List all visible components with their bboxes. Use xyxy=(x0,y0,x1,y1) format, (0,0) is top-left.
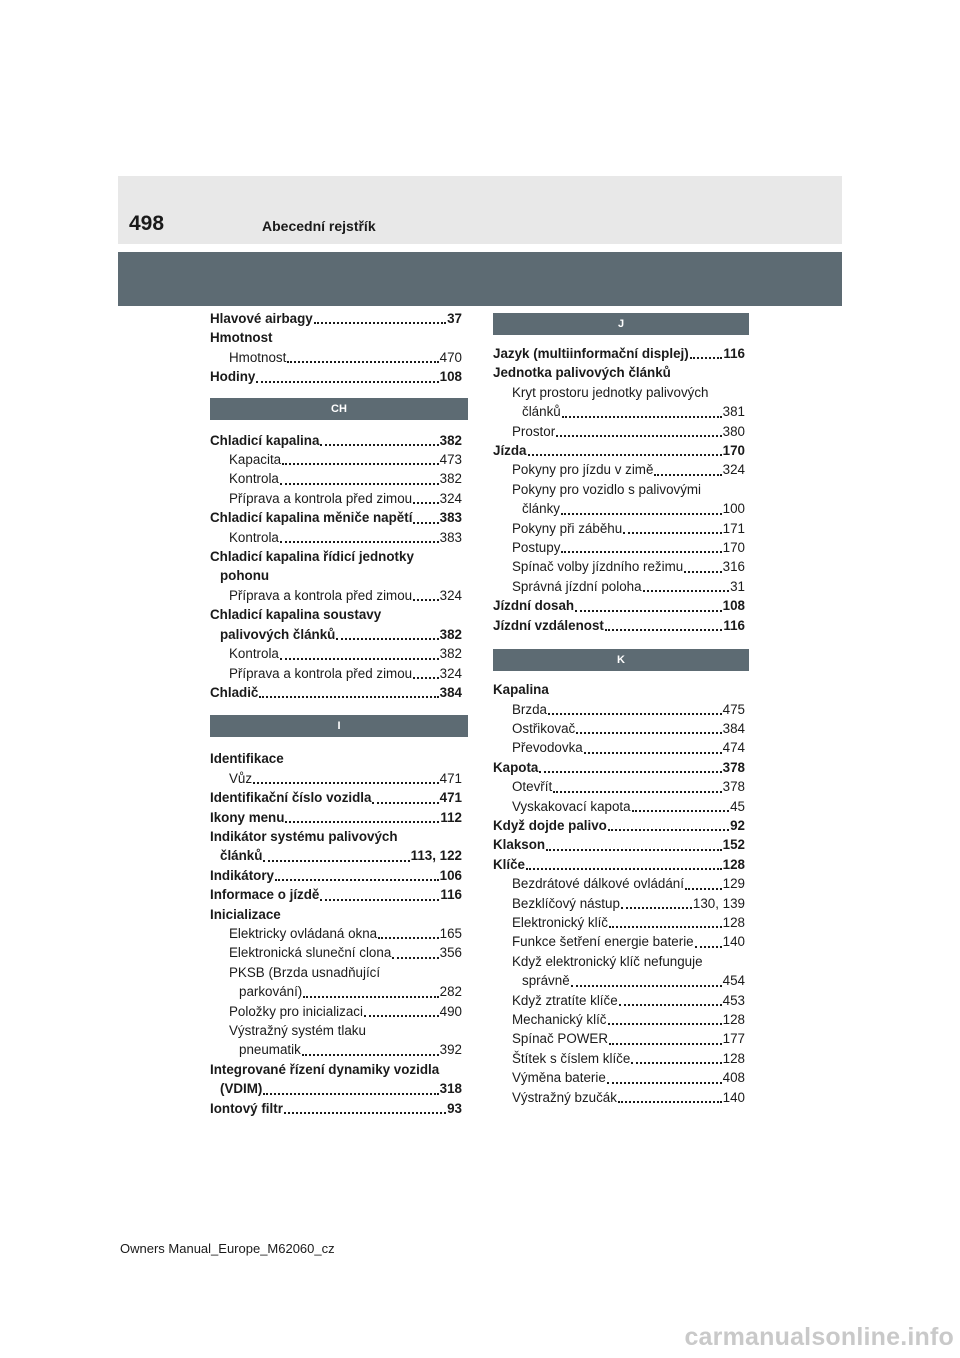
index-column-left xyxy=(210,309,462,1118)
index-subentry[interactable]: Kontrola 383 xyxy=(229,529,462,545)
index-entry[interactable]: Klakson 152 xyxy=(493,837,745,853)
index-subentry: Kryt prostoru jednotky palivových xyxy=(512,384,709,400)
index-entry[interactable]: Iontový filtr 93 xyxy=(210,1100,462,1116)
index-entry: Jednotka palivových článků xyxy=(493,365,671,381)
index-column-right xyxy=(493,313,745,1107)
index-subentry-continuation[interactable]: pneumatik 392 xyxy=(239,1042,462,1058)
letter-bar-j: J xyxy=(493,313,749,335)
index-subentry: Výstražný systém tlaku xyxy=(229,1023,366,1038)
index-subentry[interactable]: Hmotnost 470 xyxy=(229,349,462,365)
index-entry[interactable]: Ikony menu 112 xyxy=(210,809,462,825)
index-subentry[interactable]: Ostřikovač 384 xyxy=(512,720,745,736)
section-title: Abecední rejstřík xyxy=(262,218,376,234)
index-subentry[interactable]: Vyskakovací kapota 45 xyxy=(512,798,745,814)
index-subentry[interactable]: Příprava a kontrola před zimou 324 xyxy=(229,490,462,506)
index-entry: Indikátor systému palivových xyxy=(210,828,398,844)
index-entry[interactable]: Hlavové airbagy 37 xyxy=(210,311,462,326)
index-subentry[interactable]: Postupy 170 xyxy=(512,540,745,556)
index-subentry[interactable]: Prostor 380 xyxy=(512,423,745,439)
index-entry: Hmotnost xyxy=(210,330,273,346)
index-subentry: Když elektronický klíč nefunguje xyxy=(512,953,703,969)
index-subentry[interactable]: Spínač volby jízdního režimu 316 xyxy=(512,559,745,575)
index-entry[interactable]: Když dojde palivo 92 xyxy=(493,817,745,833)
index-subentry[interactable]: Výměna baterie 408 xyxy=(512,1070,745,1086)
index-entry[interactable]: Chladicí kapalina 382 xyxy=(210,432,462,448)
footer-text: Owners Manual_Europe_M62060_cz xyxy=(120,1241,335,1256)
index-subentry[interactable]: Mechanický klíč 128 xyxy=(512,1012,745,1027)
index-subentry[interactable]: Elektronický klíč 128 xyxy=(512,914,745,930)
index-subentry[interactable]: Když ztratíte klíče 453 xyxy=(512,992,745,1008)
index-entry: Integrované řízení dynamiky vozidla xyxy=(210,1061,440,1077)
index-entry[interactable]: Jazyk (multiinformační displej) 116 xyxy=(493,346,745,361)
index-entry: Chladicí kapalina řídicí jednotky xyxy=(210,549,414,565)
index-subentry: PKSB (Brzda usnadňující xyxy=(229,964,381,980)
index-subentry[interactable]: Otevřít 378 xyxy=(512,779,745,795)
watermark: carmanualsonline.info xyxy=(684,1323,954,1351)
index-entry[interactable]: Kapota 378 xyxy=(493,759,745,775)
index-subentry[interactable]: Spínač POWER 177 xyxy=(512,1031,745,1047)
index-subentry[interactable]: Kontrola 382 xyxy=(229,646,462,662)
index-entry[interactable]: Indikátory 106 xyxy=(210,867,462,883)
index-entry: Inicializace xyxy=(210,906,281,922)
page-number: 498 xyxy=(129,212,165,235)
index-subentry-continuation[interactable]: správně 454 xyxy=(522,973,745,989)
index-subentry[interactable]: Pokyny pro jízdu v zimě 324 xyxy=(512,462,745,478)
index-subentry[interactable]: Elektronická sluneční clona 356 xyxy=(229,945,462,961)
index-entry[interactable]: Informace o jízdě 116 xyxy=(210,887,462,903)
letter-bar-k: K xyxy=(493,649,749,671)
index-entry: Identifikace xyxy=(210,751,284,767)
index-subentry[interactable]: Štítek s číslem klíče 128 xyxy=(512,1050,745,1066)
index-subentry[interactable]: Kontrola 382 xyxy=(229,471,462,487)
index-entry-continuation[interactable]: palivových článků 382 xyxy=(220,626,462,642)
index-subentry[interactable]: Příprava a kontrola před zimou 324 xyxy=(229,665,462,681)
index-subentry[interactable]: Bezdrátové dálkové ovládání 129 xyxy=(512,876,745,892)
index-subentry[interactable]: Bezklíčový nástup 130, 139 xyxy=(512,895,745,911)
index-entry[interactable]: Jízdní dosah 108 xyxy=(493,598,745,614)
index-subentry-continuation[interactable]: články 100 xyxy=(522,501,745,517)
header-top-band xyxy=(118,176,842,244)
index-subentry[interactable]: Kapacita 473 xyxy=(229,452,462,468)
index-entry: Chladicí kapalina soustavy xyxy=(210,607,382,623)
index-subentry: Pokyny pro vozidlo s palivovými xyxy=(512,481,702,497)
index-entry[interactable]: Jízda 170 xyxy=(493,443,745,459)
index-subentry-continuation[interactable]: článků 381 xyxy=(522,404,745,420)
index-entry[interactable]: Hodiny 108 xyxy=(210,369,462,385)
index-subentry-continuation[interactable]: parkování) 282 xyxy=(239,984,462,1000)
index-entry-continuation[interactable]: článků 113, 122 xyxy=(220,848,462,864)
index-entry[interactable]: Klíče 128 xyxy=(493,856,745,872)
index-subentry[interactable]: Vůz 471 xyxy=(229,770,462,786)
index-entry[interactable]: Chladič 384 xyxy=(210,684,462,700)
index-subentry[interactable]: Převodovka 474 xyxy=(512,740,745,756)
header-dark-band xyxy=(118,252,842,306)
letter-bar-ch: CH xyxy=(210,398,468,420)
index-subentry[interactable]: Příprava a kontrola před zimou 324 xyxy=(229,587,462,603)
index-subentry[interactable]: Správná jízdní poloha 31 xyxy=(512,578,745,594)
index-subentry[interactable]: Pokyny při záběhu 171 xyxy=(512,520,745,536)
index-entry[interactable]: Jízdní vzdálenost 116 xyxy=(493,617,745,633)
index-entry: Kapalina xyxy=(493,682,549,698)
index-entry[interactable]: Identifikační číslo vozidla 471 xyxy=(210,790,462,806)
index-subentry[interactable]: Funkce šetření energie baterie 140 xyxy=(512,934,745,950)
index-entry-continuation[interactable]: (VDIM) 318 xyxy=(220,1081,462,1097)
index-subentry[interactable]: Výstražný bzučák 140 xyxy=(512,1089,745,1105)
index-subentry[interactable]: Položky pro inicializaci 490 xyxy=(229,1003,462,1019)
index-entry-continuation: pohonu xyxy=(220,568,270,584)
index-entry[interactable]: Chladicí kapalina měniče napětí 383 xyxy=(210,510,462,526)
index-subentry[interactable]: Elektricky ovládaná okna 165 xyxy=(229,925,462,941)
letter-bar-i: I xyxy=(210,715,468,737)
index-subentry[interactable]: Brzda 475 xyxy=(512,701,745,717)
